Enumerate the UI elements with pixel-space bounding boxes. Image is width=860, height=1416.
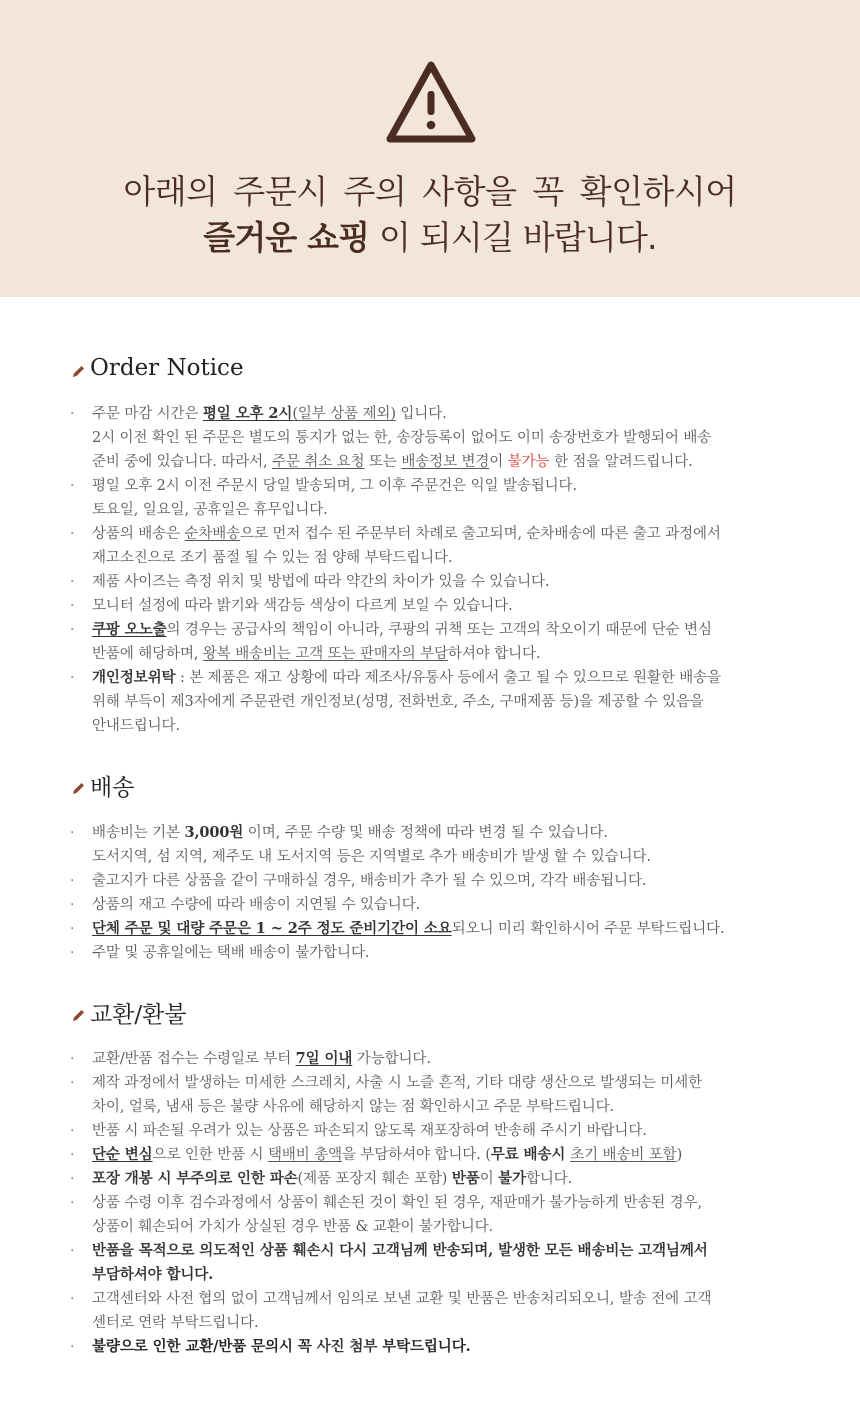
list-item: 제작 과정에서 발생하는 미세한 스크레치, 사출 시 노즐 흔적, 기타 대량 생산으로 발생되는 미세한 차이, 얼룩, 냄새 등은 불량 사유에 해당하지 않는 점 확인하시고 주문 부탁드립니다.	[92, 1075, 703, 1115]
list-item: 주말 및 공휴일에는 택배 배송이 불가합니다.	[92, 945, 370, 961]
list-item: 상품의 재고 수량에 따라 배송이 지연될 수 있습니다.	[92, 897, 421, 913]
section-title-order-notice: Order Notice	[72, 353, 244, 383]
list-item: 반품 시 파손될 우려가 있는 상품은 파손되지 않도록 재포장하여 반송해 주시기 바랍니다.	[92, 1123, 647, 1139]
list-item: 평일 오후 2시 이전 주문시 당일 발송되며, 그 이후 주문건은 익일 발송됩니다. 토요일, 일요일, 공휴일은 휴무입니다.	[92, 478, 577, 518]
section-title-shipping: 배송	[72, 770, 134, 800]
section-title-exchange: 교환/환불	[72, 997, 187, 1027]
list-item: 주문 마감 시간은 평일 오후 2시(일부 상품 제외) 입니다. 2시 이전 확인 된 주문은 별도의 통지가 없는 한, 송장등록이 없어도 이미 송장번호가 발행되어 배송 준비 중에 있습니다. 따라서, 주문 취소 요청 또는 배송정보 변경이 불가능 한 점을 알려드립니다.	[92, 405, 712, 470]
pencil-icon	[72, 1009, 85, 1022]
list-item: 단체 주문 및 대량 주문은 1 ~ 2주 정도 준비기간이 소요되오니 미리 확인하시어 주문 부탁드립니다.	[92, 920, 725, 937]
list-item: 상품의 배송은 순차배송으로 먼저 접수 된 주문부터 차례로 출고되며, 순차배송에 따른 출고 과정에서 재고소진으로 조기 품절 될 수 있는 점 양해 부탁드립니다.	[92, 526, 721, 566]
pencil-icon	[72, 782, 85, 795]
notice-banner	[0, 0, 860, 297]
pencil-icon	[72, 365, 85, 378]
list-item: 개인정보위탁 : 본 제품은 재고 상황에 따라 제조사/유통사 등에서 출고 될 수 있으므로 원활한 배송을 위해 부득이 제3자에게 주문관련 개인정보(성명, 전화번호, 주소, 구매제품 등)을 제공할 수 있음을 안내드립니다.	[92, 669, 721, 734]
list-item: 교환/반품 접수는 수령일로 부터 7일 이내 가능합니다.	[92, 1050, 431, 1067]
list-item: 단순 변심으로 인한 반품 시 택배비 총액을 부담하셔야 합니다. (무료 배송시 초기 배송비 포함)	[92, 1146, 683, 1163]
list-item: 반품을 목적으로 의도적인 상품 훼손시 다시 고객님께 반송되며, 발생한 모든 배송비는 고객님께서 부담하셔야 합니다.	[92, 1242, 708, 1283]
warning-icon	[384, 59, 478, 145]
list-item: 출고지가 다른 상품을 같이 구매하실 경우, 배송비가 추가 될 수 있으며, 각각 배송됩니다.	[92, 873, 647, 889]
banner-headline: 아래의 주문시 주의 사항을 꼭 확인하시어	[123, 172, 737, 211]
list-item: 상품 수령 이후 검수과정에서 상품이 훼손된 것이 확인 된 경우, 재판매가 불가능하게 반송된 경우, 상품이 훼손되어 가치가 상실된 경우 반품 & 교환이 불가합니다.	[92, 1195, 703, 1235]
list-item: 배송비는 기본 3,000원 이며, 주문 수량 및 배송 정책에 따라 변경 될 수 있습니다. 도서지역, 섬 지역, 제주도 내 도서지역 등은 지역별로 추가 배송비가 발생 할 수 있습니다.	[92, 824, 651, 865]
list-item: 쿠팡 오노출의 경우는 공급사의 책임이 아니라, 쿠팡의 귀책 또는 고객의 착오이기 때문에 단순 변심 반품에 해당하며, 왕복 배송비는 고객 또는 판매자의 부담하셔야 합니다.	[92, 621, 712, 662]
list-item: 고객센터와 사전 협의 없이 고객님께서 임의로 보낸 교환 및 반품은 반송처리되오니, 발송 전에 고객 센터로 연락 부탁드립니다.	[92, 1291, 712, 1331]
banner-subline: 즐거운 쇼핑 이 되시길 바랍니다.	[203, 218, 657, 257]
list-item: 포장 개봉 시 부주의로 인한 파손(제품 포장지 훼손 포함) 반품이 불가합니다.	[92, 1170, 573, 1187]
list-item: 불량으로 인한 교환/반품 문의시 꼭 사진 첨부 부탁드립니다.	[92, 1338, 471, 1355]
list-item: 모니터 설정에 따라 밝기와 색감등 색상이 다르게 보일 수 있습니다.	[92, 598, 513, 614]
list-item: 제품 사이즈는 측정 위치 및 방법에 따라 약간의 차이가 있을 수 있습니다.	[92, 574, 550, 590]
